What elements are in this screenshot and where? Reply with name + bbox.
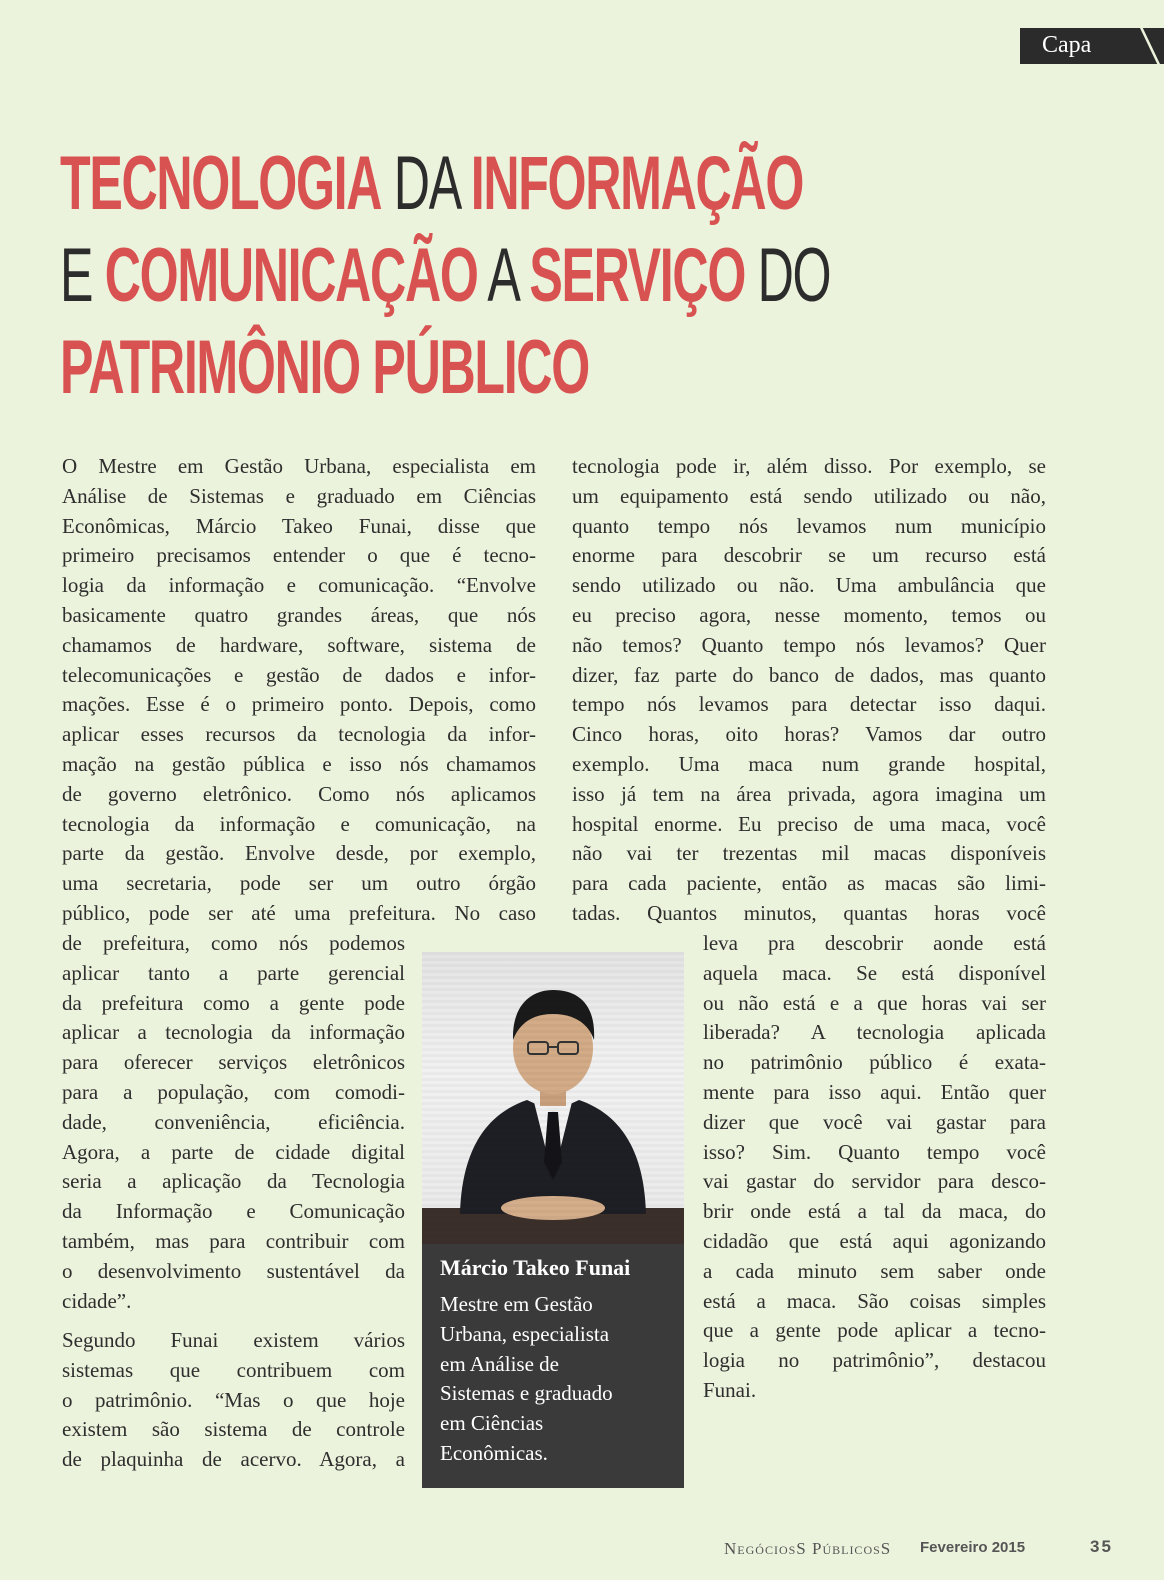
text-line: dizer, faz parte do banco de dados, mas quanto <box>572 662 1046 687</box>
text-line: está a maca. São coisas simples <box>703 1288 1046 1313</box>
photo-caption <box>422 1244 684 1488</box>
text-line: ou não está e a que horas vai ser <box>703 990 1046 1015</box>
text-line: da prefeitura como a gente pode <box>62 990 405 1015</box>
text-line: a cada minuto sem saber onde <box>703 1258 1046 1283</box>
text-line: liberada? A tecnologia aplicada <box>703 1020 1046 1045</box>
text-line: de governo eletrônico. Como nós aplicamos <box>62 781 536 806</box>
headline-segment: COMUNICAÇÃO <box>104 233 478 318</box>
text-line: enorme para descobrir se um recurso está <box>572 543 1046 568</box>
headline-line <box>60 138 830 230</box>
text-line: tempo nós levamos para detectar isso daqui. <box>572 692 1046 717</box>
text-line: existem são sistema de controle <box>62 1417 405 1442</box>
text-line: o desenvolvimento sustentável da <box>62 1258 405 1283</box>
text-line: O Mestre em Gestão Urbana, especialista em <box>62 454 536 478</box>
text-line: mente para isso aqui. Então quer <box>703 1079 1046 1104</box>
text-line: um equipamento está sendo utilizado ou não, <box>572 483 1046 508</box>
caption-name: Márcio Takeo Funai <box>440 1255 631 1280</box>
caption-line: Urbana, especialista <box>440 1321 610 1346</box>
text-line: mações. Esse é o primeiro ponto. Depois, como <box>62 692 536 717</box>
text-line: hospital enorme. Eu preciso de uma maca, você <box>572 811 1046 836</box>
headline-line <box>60 322 830 414</box>
issue-date: Fevereiro 2015 <box>920 1539 1026 1556</box>
text-line: aplicar tanto a parte gerencial <box>62 960 405 985</box>
text-line: parte da gestão. Envolve desde, por exemplo, <box>62 841 536 866</box>
portrait-photo <box>422 952 684 1244</box>
headline-segment: E <box>60 233 105 318</box>
headline-line <box>60 230 830 322</box>
text-line: Cinco horas, oito horas? Vamos dar outro <box>572 722 1046 747</box>
text-line: cidadão que está aqui agonizando <box>703 1228 1046 1253</box>
headline-segment: DA <box>381 141 471 226</box>
text-line: vai gastar do servidor para desco- <box>703 1169 1046 1194</box>
text-line: de prefeitura, como nós podemos <box>62 931 405 955</box>
text-line: leva pra descobrir aonde está <box>703 931 1046 955</box>
text-line: logia da informação e comunicação. “Envolve <box>62 573 536 598</box>
text-line: para a população, com comodi- <box>62 1079 405 1104</box>
text-line: quanto tempo nós levamos num município <box>572 513 1046 538</box>
text-line: eu preciso agora, nesse momento, temos ou <box>572 602 1046 627</box>
text-line: sistemas que contribuem com <box>62 1357 405 1382</box>
text-line: basicamente quatro grandes áreas, que nós <box>62 602 536 627</box>
text-line: Funai. <box>703 1377 757 1402</box>
text-line: que a gente pode aplicar a tecno- <box>703 1318 1046 1343</box>
text-line: Análise de Sistemas e graduado em Ciências <box>62 483 536 508</box>
caption-line: Sistemas e graduado <box>440 1381 613 1406</box>
text-line: cidade”. <box>62 1288 132 1313</box>
text-line: isso? Sim. Quanto tempo você <box>703 1139 1046 1164</box>
headline-segment: PATRIMÔNIO PÚBLICO <box>60 325 589 410</box>
text-line: logia no patrimônio”, destacou <box>703 1348 1046 1373</box>
article-column-right-narrow <box>703 929 1046 1406</box>
text-line: tadas. Quantos minutos, quantas horas você <box>572 900 1046 925</box>
article-column-left-paragraph-2 <box>62 1326 405 1475</box>
text-line: não vai ter trezentas mil macas disponíveis <box>572 841 1046 866</box>
caption-line: em Análise de <box>440 1351 559 1376</box>
text-line: para cada paciente, então as macas são limi- <box>572 871 1046 896</box>
text-line: sendo utilizado ou não. Uma ambulância que <box>572 573 1046 598</box>
text-line: tecnologia pode ir, além disso. Por exemplo, se <box>572 454 1046 478</box>
headline-segment: INFORMAÇÃO <box>470 141 804 226</box>
text-line: dade, conveniência, eficiência. <box>62 1109 405 1134</box>
headline-segment: A <box>477 233 530 318</box>
page-footer <box>720 1535 1120 1561</box>
text-line: também, mas para contribuir com <box>62 1228 405 1253</box>
magazine-name: NegóciosS PúblicosS <box>724 1539 892 1558</box>
text-line: brir onde está a tal da maca, do <box>703 1199 1046 1224</box>
text-line: isso já tem na área privada, agora imagina um <box>572 781 1046 806</box>
text-line: no patrimônio público é exata- <box>703 1050 1046 1075</box>
section-tag <box>1020 28 1164 64</box>
text-line: telecomunicações e gestão de dados e infor- <box>62 662 536 687</box>
caption-line: Econômicas. <box>440 1440 548 1465</box>
text-line: mação na gestão pública e isso nós chamamos <box>62 751 536 776</box>
text-line: aquela maca. Se está disponível <box>703 960 1046 985</box>
text-line: para oferecer serviços eletrônicos <box>62 1050 405 1075</box>
text-line: público, pode ser até uma prefeitura. No caso <box>62 900 536 925</box>
text-line: Agora, a parte de cidade digital <box>62 1139 405 1164</box>
text-line: seria a aplicação da Tecnologia <box>62 1169 405 1194</box>
text-line: uma secretaria, pode ser um outro órgão <box>62 871 536 896</box>
article-column-left <box>62 452 536 929</box>
page-number: 35 <box>1090 1537 1113 1556</box>
section-label: Capa <box>1042 32 1092 58</box>
article-column-right <box>572 452 1046 929</box>
text-line: dizer que você vai gastar para <box>703 1109 1046 1134</box>
text-line: aplicar esses recursos da tecnologia da infor- <box>62 722 536 747</box>
text-line: Econômicas, Márcio Takeo Funai, disse que <box>62 513 536 538</box>
article-column-left-narrow <box>62 929 405 1316</box>
caption-description <box>440 1290 666 1469</box>
headline-segment: SERVIÇO <box>529 233 746 318</box>
text-line: o patrimônio. “Mas o que hoje <box>62 1387 405 1412</box>
text-line: tecnologia da informação e comunicação, na <box>62 811 536 836</box>
text-line: da Informação e Comunicação <box>62 1199 405 1224</box>
headline-segment: DO <box>745 233 831 318</box>
article-headline <box>60 138 830 414</box>
text-line: de plaquinha de acervo. Agora, a <box>62 1447 405 1472</box>
text-line: primeiro precisamos entender o que é tecno- <box>62 543 536 568</box>
text-line: não temos? Quanto tempo nós levamos? Quer <box>572 632 1046 657</box>
headline-segment: TECNOLOGIA <box>60 141 382 226</box>
text-line: chamamos de hardware, software, sistema de <box>62 632 536 657</box>
text-line: exemplo. Uma maca num grande hospital, <box>572 751 1046 776</box>
text-line: aplicar a tecnologia da informação <box>62 1020 405 1045</box>
section-tag-slash <box>1140 28 1160 64</box>
caption-line: em Ciências <box>440 1411 544 1436</box>
text-line: Segundo Funai existem vários <box>62 1328 405 1352</box>
caption-line: Mestre em Gestão <box>440 1292 593 1316</box>
